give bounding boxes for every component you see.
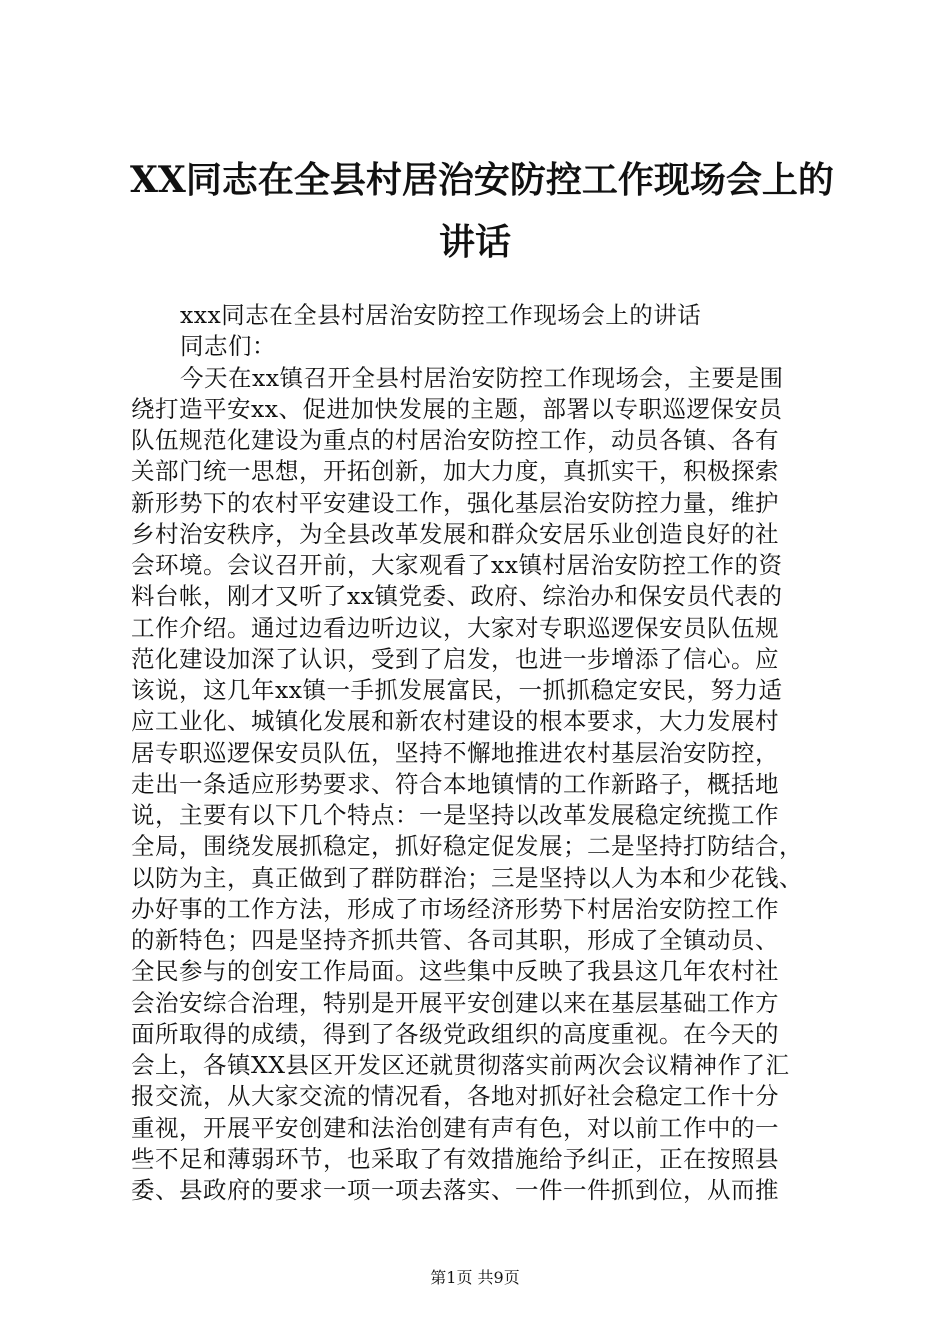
- body-text-line: 委、县政府的要求一项一项去落实、一件一件抓到位，从而推: [131, 1176, 779, 1204]
- body-text-line: 面所取得的成绩，得到了各级党政组织的高度重视。在今天的: [131, 1019, 779, 1048]
- body-text-line: 些不足和薄弱环节，也采取了有效措施给予纠正，正在按照县: [131, 1144, 779, 1173]
- body-text-line: 说，主要有以下几个特点：一是坚持以改革发展稳定统揽工作: [131, 801, 779, 829]
- body-text-line: 会环境。会议召开前，大家观看了xx镇村居治安防控工作的资: [131, 551, 783, 579]
- body-text-line: 会上，各镇XX县区开发区还就贯彻落实前两次会议精神作了汇: [131, 1051, 790, 1079]
- body-text-line: xxx同志在全县村居治安防控工作现场会上的讲话: [180, 301, 702, 329]
- body-text-line: 范化建设加深了认识，受到了启发，也进一步增添了信心。应: [131, 644, 779, 673]
- body-text-line: 的新特色；四是坚持齐抓共管、各司其职，形成了全镇动员、: [131, 926, 779, 954]
- body-text-line: 全局，围绕发展抓稳定，抓好稳定促发展；二是坚持打防结合，: [131, 832, 803, 861]
- body-text-line: 全民参与的创安工作局面。这些集中反映了我县这几年农村社: [131, 957, 779, 986]
- body-text-line: 料台帐，刚才又听了xx镇党委、政府、综治办和保安员代表的: [131, 582, 783, 611]
- body-text-line: 关部门统一思想，开拓创新，加大力度，真抓实干，积极探索: [131, 457, 779, 486]
- body-text-line: 会治安综合治理，特别是开展平安创建以来在基层基础工作方: [131, 988, 779, 1017]
- body-text-line: 办好事的工作方法，形成了市场经济形势下村居治安防控工作: [131, 894, 779, 923]
- body-text-line: 新形势下的农村平安建设工作，强化基层治安防控力量，维护: [131, 488, 779, 517]
- body-text-line: 重视，开展平安创建和法治创建有声有色，对以前工作中的一: [131, 1113, 779, 1142]
- body-text-line: 今天在xx镇召开全县村居治安防控工作现场会，主要是围: [180, 363, 784, 392]
- document-title-line-1: XX同志在全县村居治安防控工作现场会上的: [130, 159, 834, 201]
- body-text-line: 绕打造平安xx、促进加快发展的主题，部署以专职巡逻保安员: [131, 394, 783, 423]
- body-text-line: 乡村治安秩序，为全县改革发展和群众安居乐业创造良好的社: [131, 519, 779, 548]
- document-title-line-2: 讲话: [438, 221, 511, 263]
- body-text-line: 应工业化、城镇化发展和新农村建设的根本要求，大力发展村: [131, 707, 779, 736]
- body-text-line: 报交流，从大家交流的情况看，各地对抓好社会稳定工作十分: [131, 1082, 779, 1111]
- body-text-line: 同志们：: [180, 332, 276, 361]
- body-text-line: 走出一条适应形势要求、符合本地镇情的工作新路子，概括地: [131, 769, 779, 798]
- page-footer: 第1页 共9页: [430, 1268, 520, 1287]
- body-text-line: 居专职巡逻保安员队伍，坚持不懈地推进农村基层治安防控，: [131, 738, 779, 767]
- body-text-line: 工作介绍。通过边看边听边议，大家对专职巡逻保安员队伍规: [131, 613, 779, 642]
- body-text-line: 该说，这几年xx镇一手抓发展富民，一抓抓稳定安民，努力适: [131, 676, 783, 704]
- body-text-line: 队伍规范化建设为重点的村居治安防控工作，动员各镇、各有: [131, 426, 779, 454]
- body-text-line: 以防为主，真正做到了群防群治；三是坚持以人为本和少花钱、: [131, 863, 803, 892]
